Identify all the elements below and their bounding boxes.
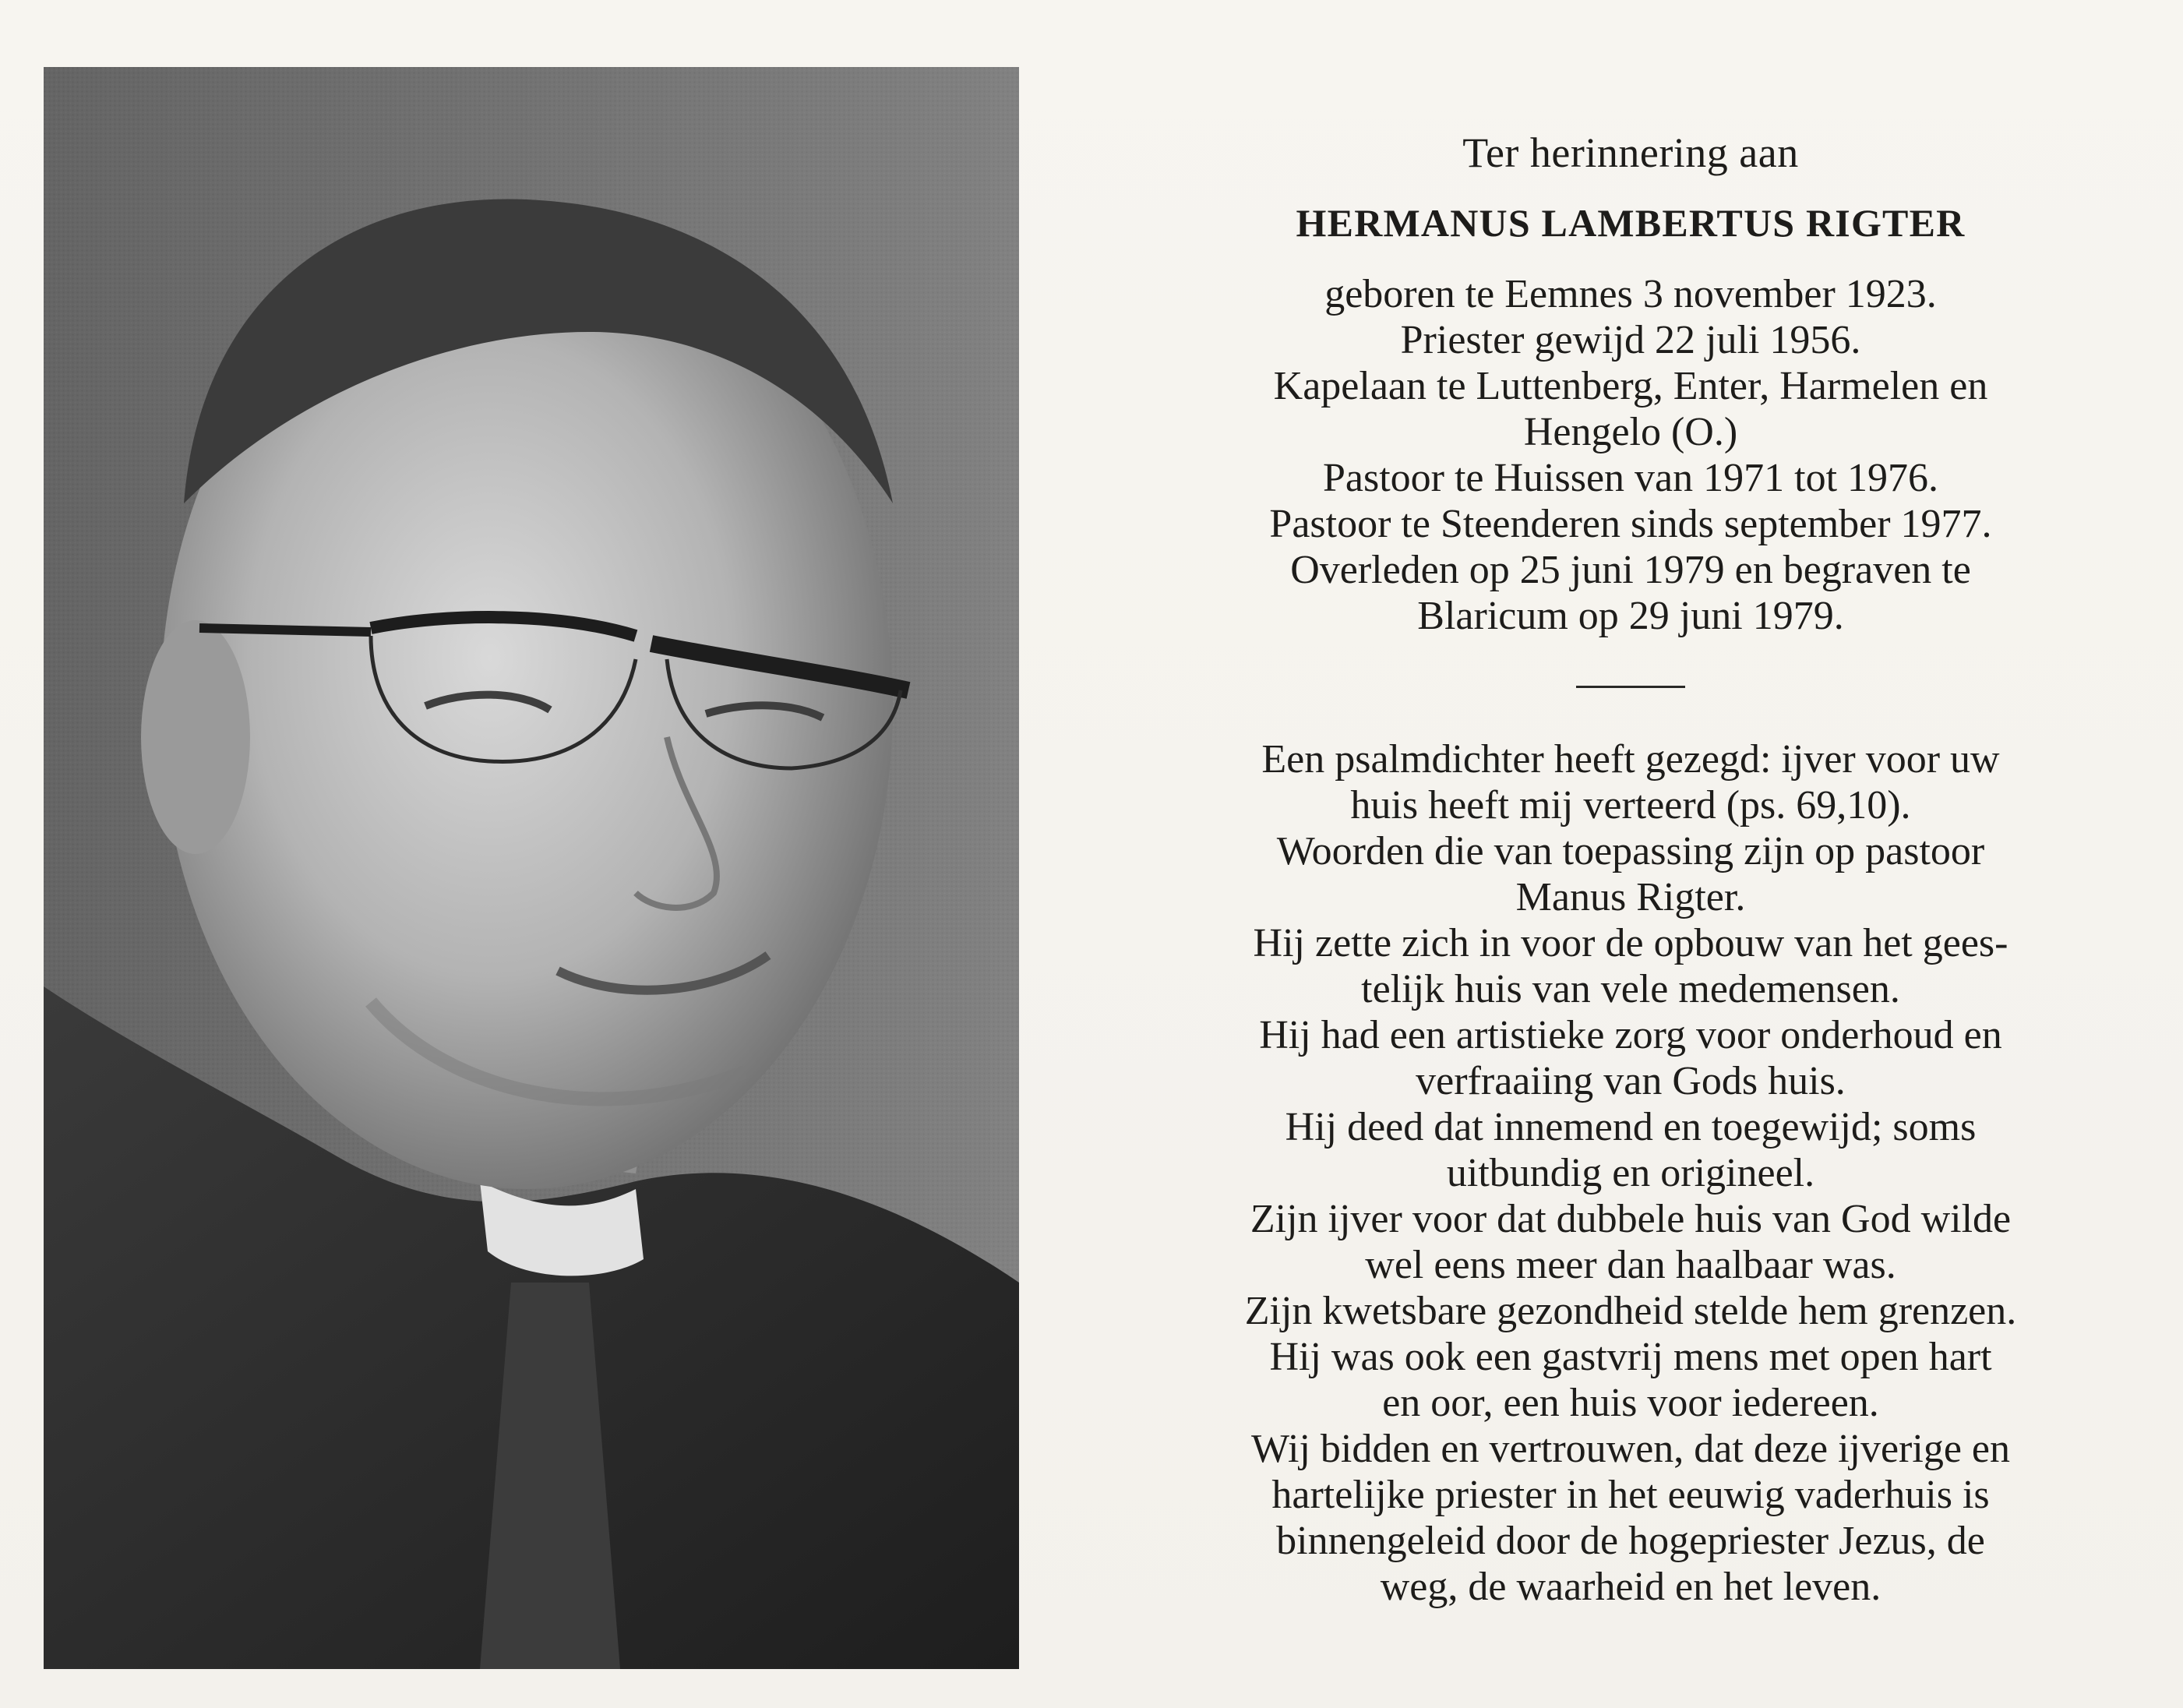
tribute-line: binnengeleid door de hogepriester Jezus, de bbox=[1276, 1519, 1985, 1563]
tribute-line: wel eens meer dan haalbaar was. bbox=[1365, 1243, 1896, 1287]
tribute-line: hartelijke priester in het eeuwig vaderhuis is bbox=[1271, 1473, 1990, 1517]
tribute-line: uitbundig en origineel. bbox=[1446, 1151, 1815, 1195]
tribute-line: Wij bidden en vertrouwen, dat deze ijverige en bbox=[1251, 1427, 2010, 1471]
tribute-line: telijk huis van vele medemensen. bbox=[1361, 967, 1900, 1011]
bio-line: Kapelaan te Luttenberg, Enter, Harmelen en bbox=[1273, 364, 1988, 408]
tribute-line: weg, de waarheid en het leven. bbox=[1380, 1565, 1881, 1609]
tribute-line: Zijn ijver voor dat dubbele huis van God wilde bbox=[1250, 1197, 2012, 1241]
tribute-line: Woorden die van toepassing zijn op pastoor bbox=[1276, 829, 1985, 873]
portrait-photo bbox=[44, 67, 1019, 1669]
intro-heading: Ter herinnering aan bbox=[1462, 129, 1799, 176]
biography bbox=[1183, 271, 2079, 639]
tribute-line: huis heeft mij verteerd (ps. 69,10). bbox=[1350, 783, 1911, 828]
memorial-text bbox=[1183, 125, 2079, 1610]
tribute-line: Hij zette zich in voor de opbouw van het gees- bbox=[1253, 921, 2008, 965]
bio-line: Pastoor te Steenderen sinds september 1977. bbox=[1269, 502, 1992, 546]
tribute-line: en oor, een huis voor iedereen. bbox=[1382, 1381, 1879, 1425]
portrait-icon bbox=[44, 67, 1019, 1669]
bio-line: Overleden op 25 juni 1979 en begraven te bbox=[1290, 548, 1971, 592]
tribute-line: Hij had een artistieke zorg voor onderhoud en bbox=[1259, 1013, 2002, 1057]
tribute-line: Hij was ook een gastvrij mens met open hart bbox=[1269, 1335, 1992, 1379]
bio-line: geboren te Eemnes 3 november 1923. bbox=[1324, 272, 1937, 316]
section-divider bbox=[1576, 686, 1685, 688]
tribute bbox=[1183, 736, 2079, 1610]
tribute-line: Hij deed dat innemend en toegewijd; soms bbox=[1285, 1105, 1977, 1149]
bio-line: Hengelo (O.) bbox=[1523, 410, 1738, 454]
bio-line: Pastoor te Huissen van 1971 tot 1976. bbox=[1322, 456, 1939, 500]
bio-line: Priester gewijd 22 juli 1956. bbox=[1400, 318, 1861, 362]
bio-line: Blaricum op 29 juni 1979. bbox=[1417, 594, 1844, 638]
deceased-name: HERMANUS LAMBERTUS RIGTER bbox=[1296, 201, 1966, 245]
tribute-line: verfraaiing van Gods huis. bbox=[1416, 1059, 1846, 1103]
tribute-line: Manus Rigter. bbox=[1515, 875, 1746, 919]
tribute-line: Zijn kwetsbare gezondheid stelde hem grenzen. bbox=[1244, 1289, 2017, 1333]
tribute-line: Een psalmdichter heeft gezegd: ijver voor uw bbox=[1261, 737, 2000, 782]
